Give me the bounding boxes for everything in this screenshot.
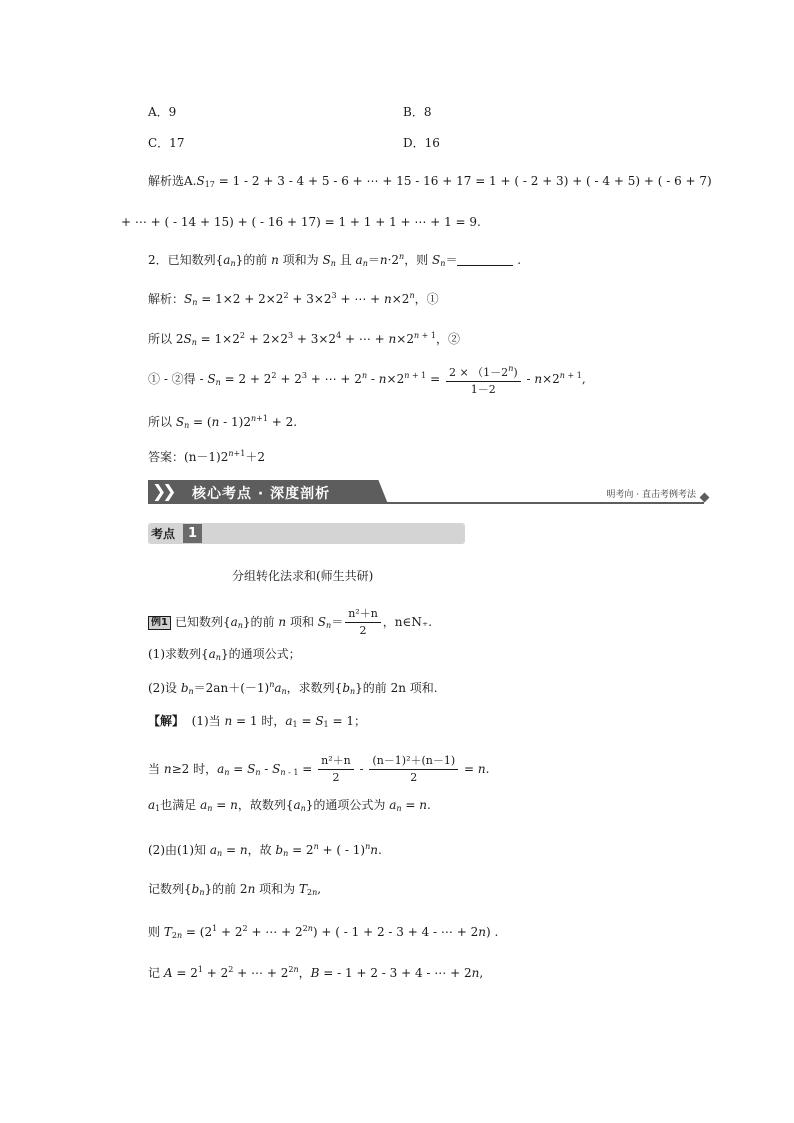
solution1-line2: + ⋯ + ( - 14 + 15) + ( - 16 + 17) = 1 + 1 + 1 + ⋯ + 1 = 9.: [121, 215, 481, 229]
banner-rule: [148, 502, 704, 504]
example-part-2: (2)设 $b_n=2an+(-1)^na_n$，求数列$\{b_n\}$的前 2n 项和.: [148, 680, 438, 696]
step-1: 解析：$S_n = 1\times 2 + 2\times 2^2 + 3\times 2^3$ + ⋯ + $n\times 2^n$，①: [148, 291, 439, 307]
chevron-right-icon: ❯❯: [152, 482, 173, 502]
solution-line-7: 记 $A = 2^1 + 2^2$ + ⋯ + $2^{2n}$，B = - 1 + 2 - 3 + 4 - ⋯ + 2n,: [148, 965, 484, 980]
kaodian-number: 1: [183, 524, 202, 543]
example-fraction: $\frac{\text{n²＋n}}{2}$: [345, 607, 381, 638]
example-tag: 例1: [148, 616, 171, 630]
solution-line-5: 记数列$\{b_n\}$的前 2n 项和为 $T_{2n}$,: [148, 882, 322, 897]
step-4: 所以 $S_n = (n - 1)2^{n+1} + 2$.: [148, 414, 298, 430]
solution-line-4: (2)由(1)知 $a_n = n$，故 $b_n = 2^n$ + ( - 1)$^n$n.: [148, 842, 382, 858]
answer-blank: [457, 253, 513, 266]
section-banner: [148, 480, 710, 504]
banner-subtitle: 明考向 · 直击考例考法: [606, 490, 696, 500]
solution-fraction-2: $\frac{\text{(n－1)²＋(n－1)}}{2}$: [369, 754, 458, 785]
kaodian-bar: [148, 523, 465, 544]
q2-text: 已知数列{: [167, 253, 224, 267]
diamond-icon: [700, 493, 710, 503]
solution1-line1: 解析选$A.S_{17} = 1 - 2 + 3 - 4 + 5 - 6$ + ⋯ + 15 - 16 + 17 = 1 + ( - 2 + 3) + ( - 4 + 5) + ( - 6 + 7): [148, 174, 712, 189]
answer: 答案：$(n-1)2^{n+1}+2$: [148, 449, 265, 464]
step-3-fraction: $\frac{2 \times (1-2^n)}{1-2}$: [446, 362, 521, 397]
option-a: A．9: [148, 105, 177, 119]
option-b: B．8: [403, 105, 432, 119]
solution-line-2: 当 n≥2 时，$a_n = S_n - S_{n - 1}$ = $\frac{\text{n²＋n}}{2}$ - $\frac{\text{(n－1)²＋(n－1)}}{2}$ = n.: [148, 754, 490, 784]
question-2: 2．已知数列$\{a_n\}$的前 n 项和为 $S_n$ 且 $a_n=n\cdot 2^n$，则 $S_n=$ .: [148, 252, 522, 268]
option-d: D．16: [403, 136, 440, 150]
topic-title: 分组转化法求和(师生共研): [232, 569, 374, 583]
banner-title: 核心考点 · 深度剖析: [192, 486, 331, 502]
solution-line-3: $a_1$也满足 $a_n = n$，故数列$\{a_n\}$的通项公式为 $a_n = n$.: [148, 798, 431, 813]
solution-fraction-1: $\frac{\text{n²＋n}}{2}$: [318, 754, 354, 785]
step-3: ① - ②得 - $S_n = 2 + 2^2 + 2^3$ + ⋯ + $2^n - n\times 2^{n + 1}$ = $\frac{2 \times (1-2^n)}{1-2}$ - $n\times 2^{n + 1}$,: [148, 364, 586, 396]
solution-line-1: 【解】 (1)当 n = 1 时，$a_1 = S_1 = 1$；: [148, 714, 366, 729]
option-c: C．17: [148, 136, 185, 150]
example-statement: 例1 已知数列$\{a_n\}$的前 n 项和 $S_n=$ $\frac{\text{n²＋n}}{2}$ ，n∈N₊.: [148, 607, 432, 638]
step-2: 所以 $2S_n = 1\times 2^2 + 2\times 2^3 + 3\times 2^4$ + ⋯ + $n\times 2^{n + 1}$，②: [148, 331, 461, 347]
q2-number: 2．: [148, 253, 168, 267]
example-part-1: (1)求数列$\{a_n\}$的通项公式；: [148, 647, 301, 662]
solution1-expression: = 1 - 2 + 3 - 4 + 5 - 6 + ⋯ + 15 - 16 + 17 = 1 + ( - 2 + 3) + ( - 4 + 5) + ( - 6 + 7): [218, 174, 712, 188]
solution1-prefix: 解析选A.: [148, 174, 197, 188]
kaodian-label: 考点: [151, 527, 176, 541]
solution-line-6: 则 $T_{2n} = (2^1 + 2^2$ + ⋯ + $2^{2n}$) + ( - 1 + 2 - 3 + 4 - ⋯ + 2n) .: [148, 924, 499, 940]
